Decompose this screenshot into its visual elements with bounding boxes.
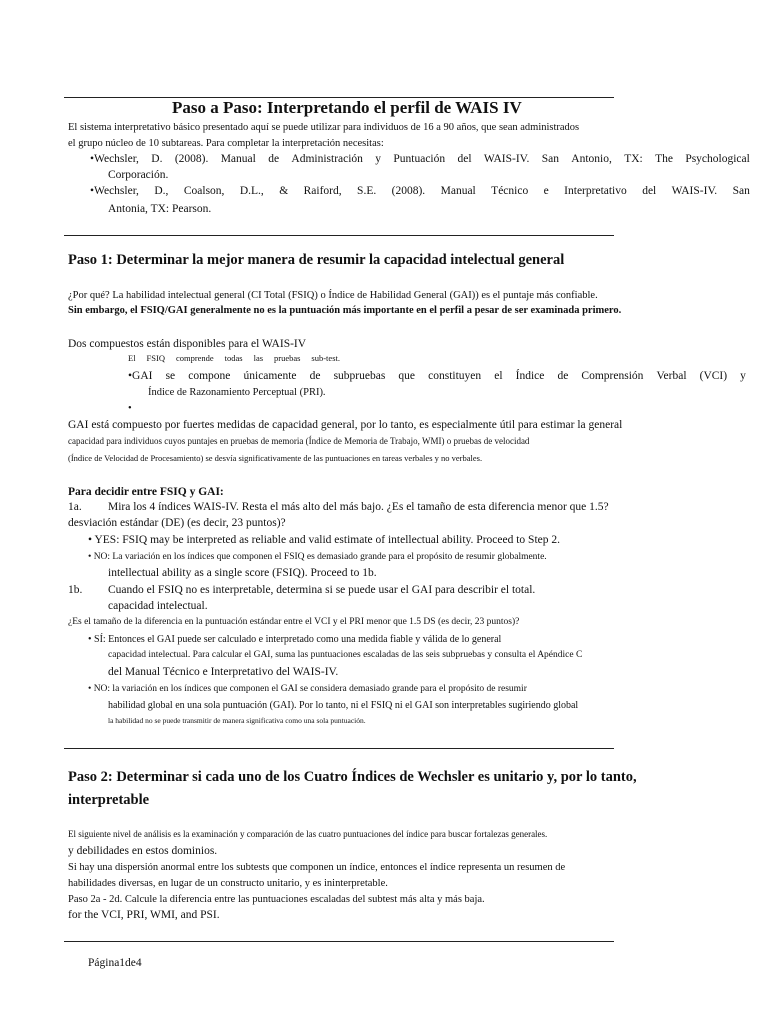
word: (VCI) xyxy=(699,370,728,382)
word: del xyxy=(457,153,472,165)
paso2-para-line-1: El siguiente nivel de análisis es la examinación y comparación de las cuatro puntuaciones del índice para buscar fortalezas generales. xyxy=(68,829,548,839)
word: The xyxy=(655,153,673,165)
step-1b-si: • SÍ: Entonces el GAI puede ser calculado e interpretado como una medida fiable y válida de lo general xyxy=(88,634,502,645)
section-rule-1 xyxy=(64,235,614,236)
document-title: Paso a Paso: Interpretando el perfil de WAIS IV xyxy=(172,98,522,117)
word: Raiford, xyxy=(303,185,342,197)
word: Coalson, xyxy=(183,185,225,197)
word: D. xyxy=(151,153,163,165)
paso2-para-line-5: Paso 2a - 2d. Calcule la diferencia entre las puntuaciones escaladas del subtest más alta y más baja. xyxy=(68,894,485,905)
decide-heading: Para decidir entre FSIQ y GAI: xyxy=(68,486,224,498)
word: Técnico xyxy=(491,185,529,197)
gai-line xyxy=(128,370,746,384)
paso2-para-line-6: for the VCI, PRI, WMI, and PSI. xyxy=(68,909,220,921)
step-1b-si-line-3: del Manual Técnico e Interpretativo del WAIS-IV. xyxy=(108,666,339,678)
word: & xyxy=(279,185,289,197)
word: Puntuación xyxy=(393,153,446,165)
intro-line-2: el grupo núcleo de 10 subtareas. Para completar la interpretación necesitas: xyxy=(68,138,384,149)
composites-line: Dos compuestos están disponibles para el WAIS-IV xyxy=(68,338,307,350)
paso1-why: ¿Por qué? La habilidad intelectual general (CI Total (FSIQ) o Índice de Habilidad General (GAI)) es el puntaje más confiable. xyxy=(68,290,598,301)
step-1b-question: ¿Es el tamaño de la diferencia en la puntuación estándar entre el VCI y el PRI menor que 1.5 DS (es decir, 23 puntos)? xyxy=(68,617,520,627)
word: Manual xyxy=(440,185,476,197)
word: únicamente xyxy=(243,370,297,382)
gai-paragraph-line-1: GAI está compuesto por fuertes medidas de capacidad general, por lo tanto, es especialmente útil para estimar la general xyxy=(68,419,623,431)
reference-1-cont: Corporación. xyxy=(108,169,169,181)
paso2-heading-line-1: Paso 2: Determinar si cada uno de los Cuatro Índices de Wechsler es unitario y, por lo tanto, xyxy=(68,769,637,785)
word: •Wechsler, xyxy=(90,153,139,165)
word: las xyxy=(253,353,264,363)
word: San xyxy=(732,185,750,197)
word: Manual xyxy=(220,153,256,165)
word: sub-test. xyxy=(311,353,340,363)
paso2-heading-line-2: interpretable xyxy=(68,792,150,808)
word: subpruebas xyxy=(333,370,386,382)
word: del xyxy=(642,185,657,197)
word: S.E. xyxy=(357,185,377,197)
paso1-note: Sin embargo, el FSIQ/GAI generalmente no es la puntuación más importante en el perfil a pesar de ser examinada primero. xyxy=(68,305,622,316)
paso1-heading: Paso 1: Determinar la mejor manera de resumir la capacidad intelectual general xyxy=(68,252,565,268)
word: Verbal xyxy=(656,370,687,382)
word: D.L., xyxy=(239,185,264,197)
word: Interpretativo xyxy=(564,185,627,197)
step-1a-number: 1a. xyxy=(68,501,82,513)
word: San xyxy=(541,153,559,165)
reference-1 xyxy=(90,153,750,167)
step-1b-text: Cuando el FSIQ no es interpretable, determina si se puede usar el GAI para describir el total. xyxy=(108,584,536,596)
step-1b-number: 1b. xyxy=(68,584,83,596)
word: el xyxy=(494,370,503,382)
word: y xyxy=(740,370,746,382)
word: de xyxy=(309,370,321,382)
step-1b-cont: capacidad intelectual. xyxy=(108,600,208,612)
step-1b-no-line-2: habilidad global en una sola puntuación (GAI). Por lo tanto, ni el FSIQ ni el GAI son interpretables sugiriendo global xyxy=(108,700,579,711)
reference-2-cont: Antonia, TX: Pearson. xyxy=(108,203,212,215)
intro-line-1: El sistema interpretativo básico presentado aquí se puede utilizar para individuos de 16 a 90 años, que sean administrados xyxy=(68,122,580,133)
step-1b-si-line-2: capacidad intelectual. Para calcular el GAI, suma las puntuaciones escaladas de las seis subpruebas y consulta el Apéndice C xyxy=(108,650,583,660)
step-1a-no: • NO: La variación en los índices que componen el FSIQ es demasiado grande para el propósito de resumir globalmente. xyxy=(88,552,547,562)
step-1a-cont: desviación estándar (DE) (es decir, 23 puntos)? xyxy=(68,517,286,529)
gai-line-cont: Índice de Razonamiento Perceptual (PRI). xyxy=(148,387,326,398)
paso2-para-line-3: Si hay una dispersión anormal entre los subtests que componen un índice, entonces el índice representa un resumen de xyxy=(68,862,566,873)
step-1b-no: • NO: la variación en los índices que componen el GAI se considera demasiado grande para el propósito de resumir xyxy=(88,684,527,694)
word: que xyxy=(398,370,416,382)
word: WAIS-IV. xyxy=(483,153,530,165)
word: (2008). xyxy=(391,185,426,197)
reference-2 xyxy=(90,185,750,199)
word: •Wechsler, xyxy=(90,185,139,197)
word: se xyxy=(165,370,176,382)
word: comprende xyxy=(175,353,214,363)
word: FSIQ xyxy=(146,353,165,363)
word: Psychological xyxy=(685,153,750,165)
word: Índice xyxy=(515,370,545,382)
word: TX: xyxy=(624,153,643,165)
word: e xyxy=(543,185,549,197)
word: de xyxy=(557,370,569,382)
word: Antonio, xyxy=(571,153,612,165)
word: todas xyxy=(224,353,243,363)
word: •GAI xyxy=(128,370,153,382)
paso2-para-line-2: y debilidades en estos dominios. xyxy=(68,845,218,857)
word: y xyxy=(375,153,382,165)
word: El xyxy=(128,353,136,363)
empty-bullet: • xyxy=(128,403,132,414)
word: compone xyxy=(188,370,231,382)
word: de xyxy=(268,153,280,165)
word: constituyen xyxy=(428,370,482,382)
page-number: Página1de4 xyxy=(88,957,142,969)
gai-paragraph-line-3: (Índice de Velocidad de Procesamiento) se desvía significativamente de las puntuaciones en tareas verbales y no verbales. xyxy=(68,453,483,463)
word: Administración xyxy=(291,153,363,165)
gai-paragraph-line-2: capacidad para individuos cuyos puntajes en pruebas de memoria (Índice de Memoria de Trabajo, WMI) o pruebas de velocidad xyxy=(68,436,530,446)
step-1a-yes: • YES: FSIQ may be interpreted as reliable and valid estimate of intellectual ability. Proceed to Step 2. xyxy=(88,534,560,546)
step-1a-text: Mira los 4 índices WAIS-IV. Resta el más alto del más bajo. ¿Es el tamaño de esta diferencia menor que 1.5? xyxy=(108,501,609,513)
word: D., xyxy=(154,185,169,197)
bottom-rule xyxy=(64,941,614,942)
paso2-para-line-4: habilidades diversas, en lugar de un constructo unitario, y es ininterpretable. xyxy=(68,878,388,889)
fsiq-line xyxy=(128,353,340,363)
step-1a-no-cont: intellectual ability as a single score (FSIQ). Proceed to 1b. xyxy=(108,567,377,579)
word: WAIS-IV. xyxy=(671,185,718,197)
section-rule-2 xyxy=(64,748,614,749)
word: Comprensión xyxy=(581,370,644,382)
word: (2008). xyxy=(174,153,209,165)
word: pruebas xyxy=(274,353,301,363)
step-1b-no-line-3: la habilidad no se puede transmitir de manera significativa como una sola puntuación. xyxy=(108,716,366,725)
